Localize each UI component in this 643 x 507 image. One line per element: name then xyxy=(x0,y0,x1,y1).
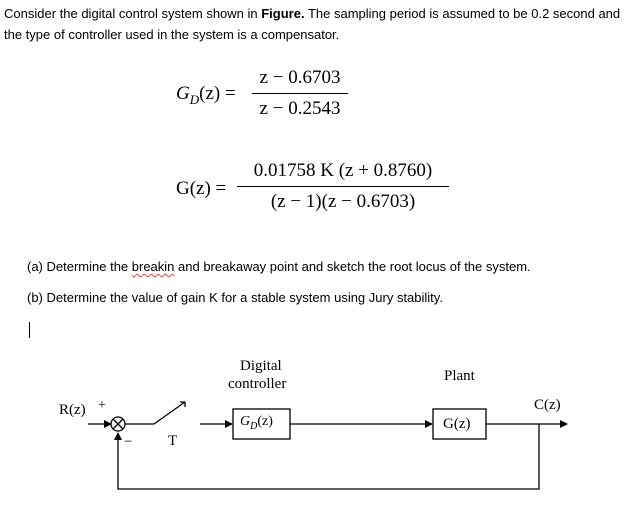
input-label: R(z) xyxy=(59,402,86,418)
controller-block-arg: (z) xyxy=(257,414,273,429)
question-a-post: and breakaway point and sketch the root locus of the system. xyxy=(174,259,531,274)
eq1-lhs-subscript: D xyxy=(189,91,200,107)
figure-reference: Figure. xyxy=(261,6,305,21)
question-a-misspelled-word: breakin xyxy=(131,259,175,274)
eq2-denominator: (z − 1)(z − 0.6703) xyxy=(270,191,416,212)
eq1-numerator: z − 0.6703 xyxy=(259,67,341,88)
plus-sign: + xyxy=(98,398,106,413)
sampler-switch xyxy=(154,402,185,424)
question-b: (b) Determine the value of gain K for a stable system using Jury stability. xyxy=(27,290,443,305)
question-a-pre: (a) Determine the xyxy=(27,259,132,274)
plant-caption: Plant xyxy=(444,368,475,384)
intro-text-part2: The sampling period is assumed to be 0.2 second and the type of controller used in the system is a compensator. xyxy=(4,6,621,42)
eq1-denominator: z − 0.2543 xyxy=(259,98,341,119)
controller-block-sub: D xyxy=(250,420,258,432)
controller-block-label xyxy=(240,414,273,432)
sampler-label: T xyxy=(168,433,178,449)
eq1-lhs: G xyxy=(176,83,190,104)
controller-caption-line1: Digital xyxy=(240,358,282,374)
plant-block-label: G(z) xyxy=(443,416,471,432)
controller-caption-line2: controller xyxy=(228,376,287,392)
eq2-numerator: 0.01758 K (z + 0.8760) xyxy=(253,160,433,181)
eq1-lhs-arg: (z) = xyxy=(199,83,236,104)
plant-equation-lhs: G(z) = xyxy=(176,178,227,199)
controller-block-g: G xyxy=(240,414,251,429)
minus-sign: − xyxy=(124,434,133,450)
output-label: C(z) xyxy=(534,397,561,413)
intro-text-part1: Consider the digital control system shown in xyxy=(4,6,262,21)
summing-junction xyxy=(111,417,125,431)
